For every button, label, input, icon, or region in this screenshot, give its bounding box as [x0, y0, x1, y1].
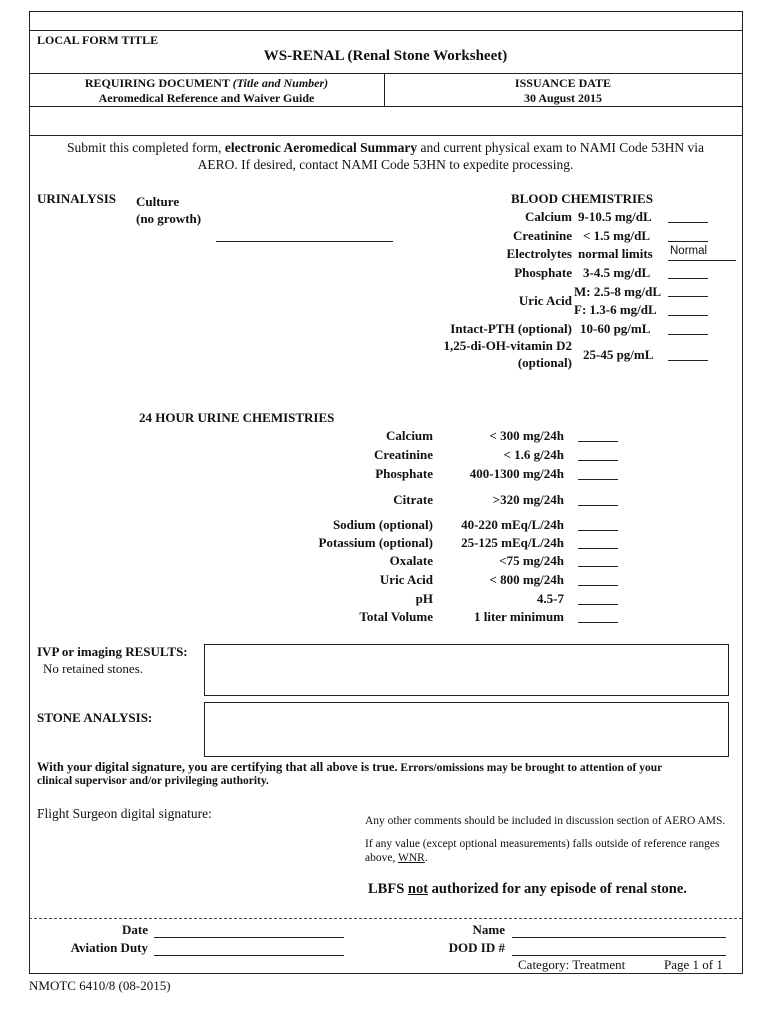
wnr-note-line-2: above, WNR.: [365, 852, 428, 864]
urine24-uric-acid-input[interactable]: [578, 585, 618, 586]
date-label: Date: [122, 922, 148, 937]
date-field[interactable]: [154, 937, 344, 938]
blood-pth-ref: 10-60 pg/mL: [580, 321, 651, 336]
flight-surgeon-signature-label: Flight Surgeon digital signature:: [37, 806, 212, 821]
certification-line-1: With your digital signature, you are certifying that all above is true. Errors/omissions may be brought to attention of your: [37, 760, 663, 774]
blood-chemistries-title: BLOOD CHEMISTRIES: [511, 191, 653, 206]
blood-pth-label: Intact-PTH (optional): [450, 321, 572, 336]
imaging-results-value: No retained stones.: [43, 661, 144, 676]
urine24-sodium-label: Sodium (optional): [332, 517, 433, 532]
issuance-date-value: 30 August 2015: [523, 91, 603, 105]
blood-phosphate-input[interactable]: [668, 278, 708, 279]
urine24-citrate-input[interactable]: [578, 505, 618, 506]
header-rule-2: [29, 106, 742, 107]
imaging-results-field[interactable]: [204, 644, 729, 696]
urine24-phosphate-ref: 400-1300 mg/24h: [469, 466, 564, 481]
urine24-sodium-ref: 40-220 mEq/L/24h: [461, 517, 564, 532]
wnr-link: WNR: [398, 852, 425, 864]
header-rule-1: [29, 73, 742, 74]
culture-input-line[interactable]: [216, 241, 393, 242]
urine24-total-volume-ref: 1 liter minimum: [473, 609, 564, 624]
blood-calcium-label: Calcium: [525, 209, 572, 224]
page-number: Page 1 of 1: [664, 957, 723, 972]
urine24-ph-label: pH: [415, 591, 433, 606]
instructions-line-1: Submit this completed form, electronic Aeromedical Summary and current physical exam to NAMI Code 53HN via: [67, 140, 704, 155]
urine24-sodium-input[interactable]: [578, 530, 618, 531]
blood-creatinine-input[interactable]: [668, 241, 708, 242]
blood-electrolytes-input[interactable]: Normal: [668, 245, 736, 261]
dod-id-label: DOD ID #: [448, 940, 505, 955]
blood-uric-acid-female-ref: F: 1.3-6 mg/dL: [574, 302, 657, 317]
wnr-note-line-1: If any value (except optional measurements) falls outside of reference ranges: [365, 838, 720, 850]
blood-vitd-ref: 25-45 pg/mL: [583, 347, 654, 362]
urine24-calcium-label: Calcium: [386, 428, 433, 443]
urine24-uric-acid-ref: < 800 mg/24h: [489, 572, 564, 587]
urine24-potassium-label: Potassium (optional): [318, 535, 433, 550]
blood-electrolytes-ref: normal limits: [578, 246, 653, 261]
dod-id-field[interactable]: [512, 955, 726, 956]
blood-creatinine-ref: < 1.5 mg/dL: [583, 228, 650, 243]
certification-line-2: clinical supervisor and/or privileging authority.: [37, 775, 269, 787]
urine24-potassium-input[interactable]: [578, 548, 618, 549]
flight-surgeon-signature-field[interactable]: [37, 826, 357, 906]
requiring-document-hint: (Title and Number): [232, 76, 329, 90]
instructions-line-2: AERO. If desired, contact NAMI Code 53HN to expedite processing.: [197, 157, 574, 172]
blood-vitd-label: 1,25-di-OH-vitamin D2: [443, 338, 572, 353]
culture-label: Culture: [136, 194, 180, 209]
blood-creatinine-label: Creatinine: [513, 228, 572, 243]
blood-uric-acid-male-input[interactable]: [668, 296, 708, 297]
blood-phosphate-ref: 3-4.5 mg/dL: [583, 265, 651, 280]
aviation-duty-label: Aviation Duty: [70, 940, 148, 955]
urine24-creatinine-input[interactable]: [578, 460, 618, 461]
blood-phosphate-label: Phosphate: [514, 265, 572, 280]
blood-uric-acid-female-input[interactable]: [668, 315, 708, 316]
urine24-ph-input[interactable]: [578, 604, 618, 605]
urine24-phosphate-label: Phosphate: [375, 466, 433, 481]
stone-analysis-field[interactable]: [204, 702, 729, 757]
blood-uric-acid-label: Uric Acid: [518, 293, 572, 308]
stone-analysis-label: STONE ANALYSIS:: [37, 710, 153, 725]
requiring-document-value: Aeromedical Reference and Waiver Guide: [98, 91, 315, 105]
urine24-potassium-ref: 25-125 mEq/L/24h: [461, 535, 564, 550]
blood-pth-input[interactable]: [668, 334, 708, 335]
urine24-uric-acid-label: Uric Acid: [379, 572, 433, 587]
urine24-oxalate-label: Oxalate: [389, 553, 433, 568]
urine24-total-volume-input[interactable]: [578, 622, 618, 623]
urine24-citrate-ref: >320 mg/24h: [492, 492, 564, 507]
blood-vitd-optional: (optional): [517, 355, 572, 370]
name-field[interactable]: [512, 937, 726, 938]
category-label: Category: Treatment: [518, 957, 626, 972]
blood-vitd-input[interactable]: [668, 360, 708, 361]
urine24-total-volume-label: Total Volume: [359, 609, 433, 624]
issuance-date-label: ISSUANCE DATE: [514, 76, 612, 90]
urine24-oxalate-input[interactable]: [578, 566, 618, 567]
urine24-oxalate-ref: <75 mg/24h: [499, 553, 564, 568]
urine24-ph-ref: 4.5-7: [536, 591, 564, 606]
local-form-title: LOCAL FORM TITLE: [37, 33, 159, 47]
urine24-creatinine-label: Creatinine: [374, 447, 433, 462]
culture-note: (no growth): [136, 211, 202, 226]
lbfs-note: LBFS not authorized for any episode of renal stone.: [368, 881, 687, 897]
top-rule: [29, 30, 742, 31]
blood-uric-acid-male-ref: M: 2.5-8 mg/dL: [574, 284, 662, 299]
urine24-calcium-input[interactable]: [578, 441, 618, 442]
urine24-title: 24 HOUR URINE CHEMISTRIES: [139, 410, 335, 425]
requiring-document-label: REQUIRING DOCUMENT (Title and Number): [84, 76, 329, 90]
blood-electrolytes-label: Electrolytes: [506, 246, 572, 261]
urinalysis-label: URINALYSIS: [37, 191, 116, 206]
urine24-citrate-label: Citrate: [393, 492, 433, 507]
imaging-results-label: IVP or imaging RESULTS:: [37, 644, 188, 659]
urine24-calcium-ref: < 300 mg/24h: [489, 428, 564, 443]
blood-calcium-ref: 9-10.5 mg/dL: [578, 209, 652, 224]
aviation-duty-field[interactable]: [154, 955, 344, 956]
urine24-creatinine-ref: < 1.6 g/24h: [503, 447, 564, 462]
header-rule-3: [29, 135, 742, 136]
name-label: Name: [472, 922, 505, 937]
form-number: NMOTC 6410/8 (08-2015): [29, 978, 171, 993]
form-title: WS-RENAL (Renal Stone Worksheet): [263, 48, 508, 64]
comments-note: Any other comments should be included in discussion section of AERO AMS.: [365, 815, 726, 827]
footer-dashed-rule: [29, 918, 742, 919]
blood-calcium-input[interactable]: [668, 222, 708, 223]
urine24-phosphate-input[interactable]: [578, 479, 618, 480]
